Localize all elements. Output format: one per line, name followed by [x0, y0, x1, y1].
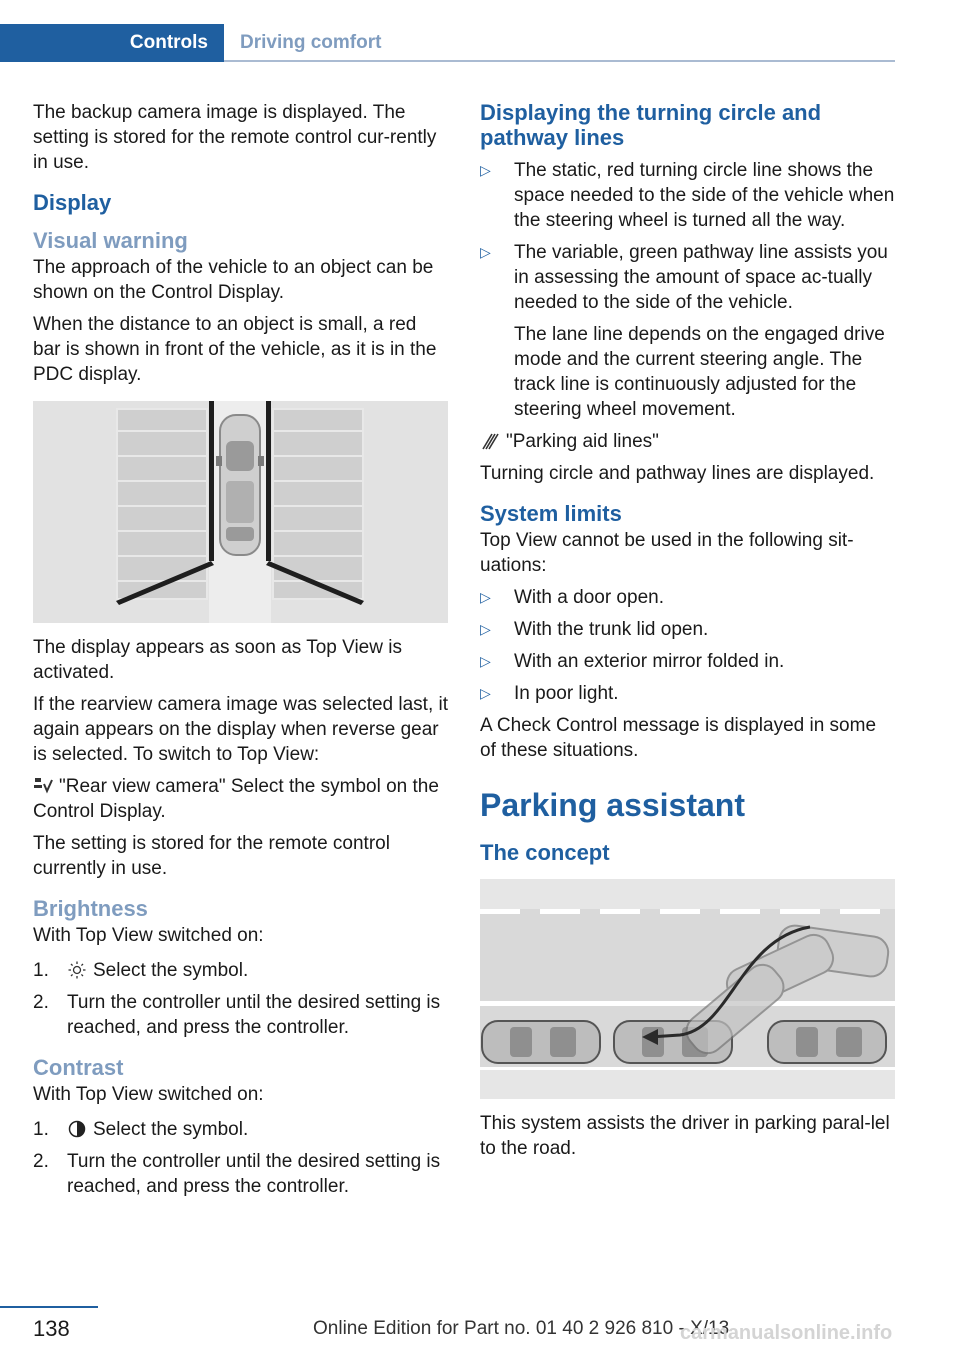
brightness-heading: Brightness — [33, 896, 148, 921]
item-text: With an exterior mirror folded in. — [514, 651, 785, 672]
rear-camera-icon — [33, 777, 53, 795]
contrast-steps — [33, 1117, 448, 1199]
triangle-right-icon: ▷ — [480, 653, 491, 669]
displayed-paragraph: Turning circle and pathway lines are displayed. — [480, 463, 875, 484]
left-column — [33, 100, 448, 1206]
page-number: 138 — [33, 1316, 70, 1341]
visual-paragraph-1: The approach of the vehicle to an object can be shown on the Control Display. — [33, 257, 434, 303]
section-tab: Controls — [0, 24, 224, 62]
step-number: 2. — [33, 992, 49, 1013]
aid-lines-text: "Parking aid lines" — [506, 431, 659, 452]
parking-lines-icon — [480, 432, 500, 450]
triangle-right-icon: ▷ — [480, 589, 491, 605]
list-item — [480, 158, 895, 233]
intro-paragraph: The backup camera image is displayed. The setting is stored for the remote control cur‐rently in use. — [33, 102, 437, 173]
check-control-paragraph: A Check Control message is displayed in some of these situations. — [480, 715, 877, 761]
appears-paragraph: The display appears as soon as Top View is activated. — [33, 637, 402, 683]
concept-heading: The concept — [480, 840, 610, 865]
parking-illustration — [480, 879, 895, 1099]
limit-items — [480, 585, 895, 706]
item-text: The variable, green pathway line assists you in assessing the amount of space ac‐tually needed to the side of the vehicle. — [514, 242, 888, 313]
subsection-tab: Driving comfort — [240, 32, 382, 53]
lane-paragraph: The lane line depends on the engaged drive mode and the current steering angle. The track line is continuously adjusted for the steering wheel movement. — [514, 324, 885, 420]
parking-assistant-heading: Parking assistant — [480, 787, 745, 823]
list-item — [480, 617, 895, 642]
edition-text: Online Edition for Part no. 01 40 2 926 810 - X/13 — [313, 1318, 730, 1339]
step-number: 1. — [33, 1119, 49, 1140]
aid-lines-instruction — [480, 429, 895, 454]
right-column — [480, 100, 895, 1168]
footer-rule — [0, 1306, 98, 1308]
rear-camera-text: "Rear view camera" Select the symbol on the Control Display. — [33, 776, 439, 822]
sun-icon — [67, 961, 87, 979]
triangle-right-icon: ▷ — [480, 244, 491, 260]
item-text: With the trunk lid open. — [514, 619, 709, 640]
visual-warning-heading: Visual warning — [33, 228, 188, 253]
triangle-right-icon: ▷ — [480, 162, 491, 178]
stored-paragraph: The setting is stored for the remote control currently in use. — [33, 833, 390, 879]
rearview-paragraph: If the rearview camera image was selected last, it again appears on the display when reverse gear is selected. To switch to Top View: — [33, 694, 449, 765]
header-rule — [224, 60, 895, 62]
step-text: Select the symbol. — [93, 960, 249, 981]
turning-items — [480, 158, 895, 422]
page-header — [0, 24, 895, 62]
triangle-right-icon: ▷ — [480, 621, 491, 637]
brightness-intro: With Top View switched on: — [33, 925, 264, 946]
limits-intro: Top View cannot be used in the following sit‐uations: — [480, 530, 854, 576]
parking-figure — [480, 879, 895, 1099]
concept-paragraph: This system assists the driver in parking paral‐lel to the road. — [480, 1113, 890, 1159]
item-text: The static, red turning circle line shows the space needed to the side of the vehicle when the steering wheel is turned all the way. — [514, 160, 895, 231]
step-text: Turn the controller until the desired setting is reached, and press the controller. — [67, 992, 441, 1038]
list-item — [33, 958, 448, 983]
item-text: With a door open. — [514, 587, 664, 608]
step-text: Select the symbol. — [93, 1119, 249, 1140]
list-item — [480, 681, 895, 706]
list-item — [33, 1117, 448, 1142]
top-view-illustration — [33, 401, 448, 623]
list-item — [33, 1149, 448, 1199]
visual-paragraph-2: When the distance to an object is small, a red bar is shown in front of the vehicle, as it is in the PDC display. — [33, 314, 437, 385]
item-text: In poor light. — [514, 683, 619, 704]
top-view-figure — [33, 401, 448, 623]
system-limits-heading: System limits — [480, 501, 622, 526]
step-text: Turn the controller until the desired setting is reached, and press the controller. — [67, 1151, 441, 1197]
brightness-steps — [33, 958, 448, 1040]
triangle-right-icon: ▷ — [480, 685, 491, 701]
step-number: 1. — [33, 960, 49, 981]
watermark: carmanualsonline.info — [680, 1322, 893, 1344]
display-heading: Display — [33, 190, 112, 215]
list-item — [480, 649, 895, 674]
list-item — [480, 240, 895, 422]
list-item — [480, 585, 895, 610]
contrast-icon — [67, 1120, 87, 1138]
step-number: 2. — [33, 1151, 49, 1172]
rear-camera-instruction — [33, 774, 448, 824]
contrast-heading: Contrast — [33, 1055, 124, 1080]
list-item — [33, 990, 448, 1040]
turning-circle-heading: Displaying the turning circle and pathway lines — [480, 100, 822, 150]
contrast-intro: With Top View switched on: — [33, 1084, 264, 1105]
